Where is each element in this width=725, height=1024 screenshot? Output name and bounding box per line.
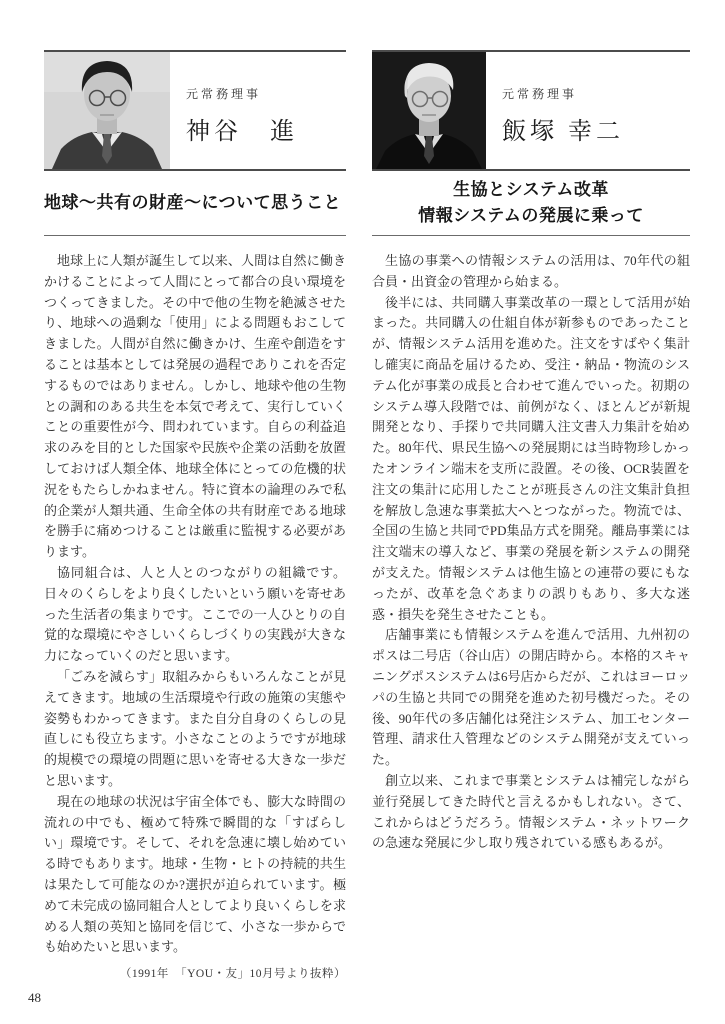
paragraph: 地球上に人類が誕生して以来、人間は自然に働きかけることによって人間にとって都合の良い環境をつくってきました。その中で他の生物を絶滅させたり、地球への過剰な「使用」による問題もおこしてきました。人間が自然に働きかけ、生産や創造をすることは基本としては発展の過程でありこれを否定するものではありません。しかし、地球や他の生物との調和のある共生を本気で考えて、実行していくことの重要性が今、問われています。自らの利益追求のみを目的とした国家や民族や企業の活動を放置しておけば人類全体、地球全体にとっての危機的状況をもたらしかねません。特に資本の論理のみで私的企業が人類共通、生命全体の共有財産である地球を勝手に痛めつけることは厳重に監視する必要があります。 xyxy=(44,253,346,560)
article-body-right xyxy=(372,251,690,854)
title-underline-rule xyxy=(372,235,690,236)
article-title-left: 地球〜共有の財産〜について思うこと xyxy=(44,193,342,212)
paragraph: 生協の事業への情報システムの活用は、70年代の組合員・出資金の管理から始まる。 xyxy=(372,253,690,289)
author-name-left: 神谷 進 xyxy=(186,119,298,145)
title-line-1: 生協とシステム改革 xyxy=(453,180,609,199)
author-header-right xyxy=(372,52,690,169)
article-body-left xyxy=(44,251,346,985)
author-header-left xyxy=(44,52,346,169)
portrait-photo-kamiya xyxy=(44,52,170,169)
author-role-left: 元常務理事 xyxy=(186,87,262,101)
article-left xyxy=(44,50,346,985)
paragraph: 後半には、共同購入事業改革の一環として活用が始まった。共同購入の仕組自体が新参ものであったことが、情報システム活用を進めた。注文をすばやく集計し確実に商品を届けるため、受注・納品・物流のシステム化が事業の成長と合わせて進んでいった。初期のシステム導入段階では、前例がなく、ほとんどが新規開発となり、手探りで共同購入注文書入力集計を始めた。80年代、県民生協への発展期には当時物珍しかったオンライン端末を支所に設置。その後、OCR装置を注文の集計に応用したことが班長さんの注文集計負担を解放し急速な事業拡大へとつながった。物流では、全国の生協と共同でPD集品方式を開発。離島事業には注文端末の導入など、事業の発展を新システムの開発が支えた。情報システムは他生協との連帯の要にもなったが、改革を急ぐあまりの誤りもあり、多大な迷惑・損失を発生させたことも。 xyxy=(372,294,690,622)
page-number: 48 xyxy=(28,990,41,1005)
portrait-photo-iizuka xyxy=(372,52,486,169)
author-role-right: 元常務理事 xyxy=(502,87,578,101)
article-title-area-right xyxy=(372,171,690,235)
paragraph: 現在の地球の状況は宇宙全体でも、膨大な時間の流れの中でも、極めて特殊で瞬間的な「すばらしい」環境です。そして、それを急速に壊し始めている時でもあります。地球・生物・ヒトの持続的共生は果たして可能なのか?選択が迫られています。極めて未完成の協同組合人としてより良いくらしを求める人類の英知と協同を信じて、小さな一歩からでも始めたいと思います。 xyxy=(44,793,346,955)
article-title-right xyxy=(372,177,690,229)
portrait-man-dark-hair-illustration xyxy=(44,52,170,169)
article-title-area-left xyxy=(44,171,346,235)
paragraph: 創立以来、これまで事業とシステムは補完しながら並行発展してきた時代と言えるかもしれない。さて、これからはどうだろう。情報システム・ネットワークの急速な発展に少し取り残されている感もあるが。 xyxy=(372,772,690,851)
portrait-man-white-hair-illustration xyxy=(372,52,486,169)
paragraph: 店舗事業にも情報システムを進んで活用、九州初のポスは二号店（谷山店）の開店時から。本格的スキャニングポスシステムは6号店からだが、これはヨーロッパの生協と共同での開発を進めた初号機だった。その後、90年代の多店舗化は発注システム、加工センター管理、請求仕入管理などのシステム開発が支えていった。 xyxy=(372,627,690,768)
title-line-2: 情報システムの発展に乗って xyxy=(418,206,644,225)
paragraph: 「ごみを減らす」取組みからもいろんなことが見えてきます。地域の生活環境や行政の施策の実態や姿勢もわかってきます。また自分自身のくらしの見直しにも役立ちます。小さなことのようですが地球的規模での環境の問題に思いを寄せる大きな一歩だと思います。 xyxy=(44,668,346,788)
title-underline-rule xyxy=(44,235,346,236)
author-name-right: 飯塚 幸二 xyxy=(502,119,624,145)
author-id-right xyxy=(486,52,624,169)
paragraph: 協同組合は、人と人とのつながりの組織です。日々のくらしをより良くしたいという願いを寄せあった生活者の集まりです。ここでの一人ひとりの自覚的な環境にやさしいくらしづくりの実践が大きな力になっていくのだと思います。 xyxy=(44,564,346,664)
article-right xyxy=(372,50,690,985)
source-citation: （1991年 「YOU・友」10月号より抜粋） xyxy=(119,968,346,981)
author-id-left xyxy=(170,52,298,169)
